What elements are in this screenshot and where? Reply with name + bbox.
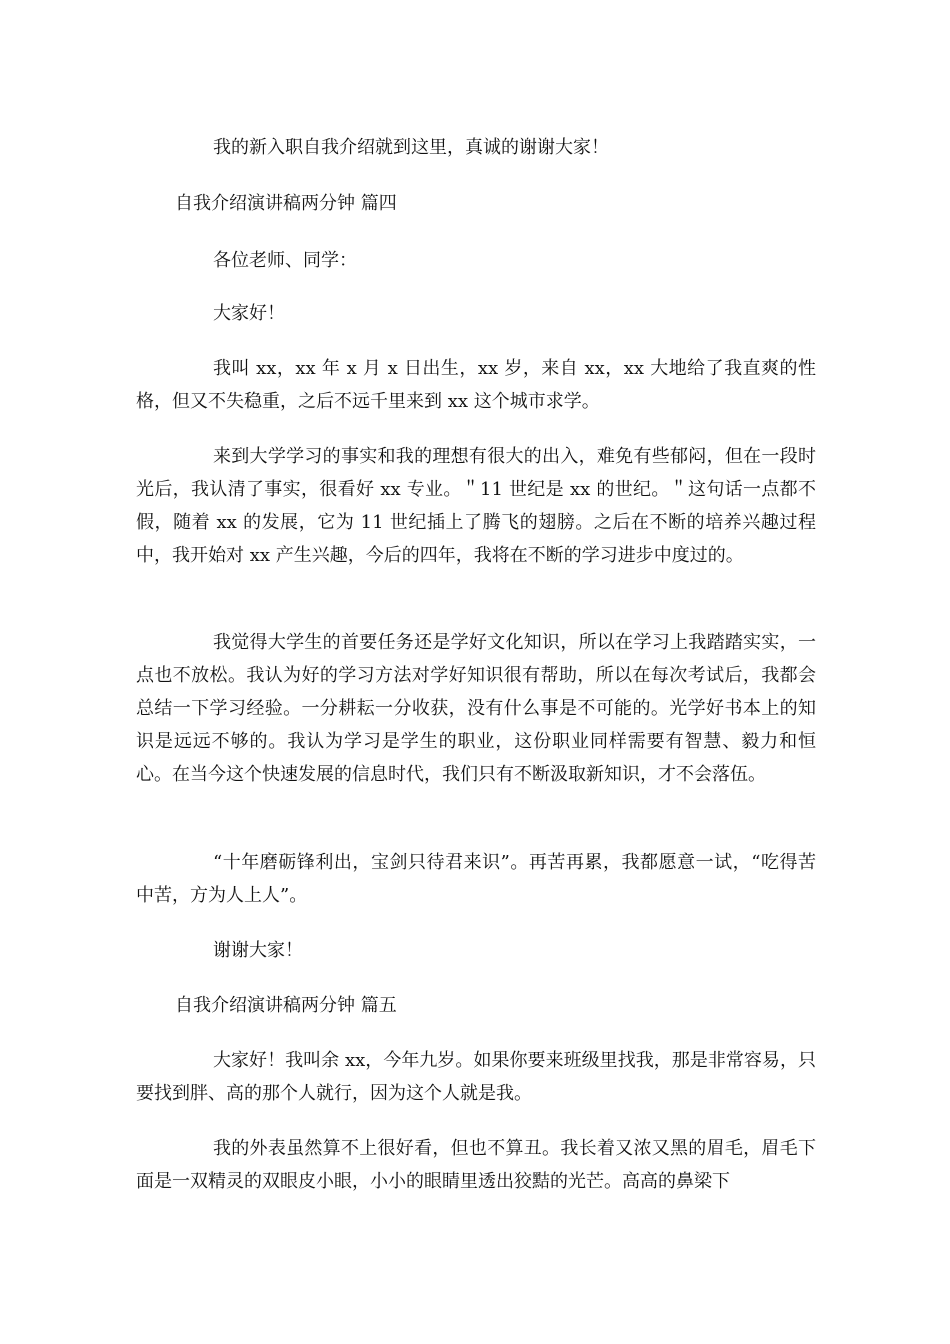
intro-paragraph: 我叫 xx，xx 年 x 月 x 日出生，xx 岁，来自 xx，xx 大地给了我直爽的性格，但又不失稳重，之后不远千里来到 xx 这个城市求学。	[136, 358, 816, 412]
self-intro-paragraph: 大家好！我叫余 xx，今年九岁。如果你要来班级里找我，那是非常容易，只要找到胖、高的那个人就行，因为这个人就是我。	[136, 1050, 816, 1104]
study-paragraph: 来到大学学习的事实和我的理想有很大的出入，难免有些郁闷，但在一段时光后，我认清了事实，很看好 xx 专业。＂11 世纪是 xx 的世纪。＂这句话一点都不假，随着 xx 的发展，它为 11 世纪插上了腾飞的翅膀。之后在不断的培养兴趣过程中，我开始对 xx 产生兴趣，今后的四年，我将在不断的学习进步中度过的。	[136, 446, 816, 566]
motto-paragraph: “十年磨砺锋利出，宝剑只待君来识”。再苦再累，我都愿意一试，“吃得苦中苦，方为人上人”。	[136, 852, 816, 906]
salutation: 各位老师、同学：	[213, 250, 357, 271]
section-heading-4: 自我介绍演讲稿两分钟 篇四	[175, 193, 397, 214]
section-heading-5: 自我介绍演讲稿两分钟 篇五	[175, 995, 397, 1016]
closing-line: 我的新入职自我介绍就到这里，真诚的谢谢大家！	[213, 137, 609, 158]
greeting: 大家好！	[213, 303, 285, 324]
learning-paragraph: 我觉得大学生的首要任务还是学好文化知识，所以在学习上我踏踏实实，一点也不放松。我认为好的学习方法对学好知识很有帮助，所以在每次考试后，我都会总结一下学习经验。一分耕耘一分收获，没有什么事是不可能的。光学好书本上的知识是远远不够的。我认为学习是学生的职业，这份职业同样需要有智慧、毅力和恒心。在当今这个快速发展的信息时代，我们只有不断汲取新知识，才不会落伍。	[136, 632, 816, 785]
appearance-paragraph: 我的外表虽然算不上很好看，但也不算丑。我长着又浓又黑的眉毛，眉毛下面是一双精灵的双眼皮小眼，小小的眼睛里透出狡黠的光芒。高高的鼻梁下	[136, 1138, 816, 1192]
thanks-line: 谢谢大家！	[213, 940, 303, 961]
